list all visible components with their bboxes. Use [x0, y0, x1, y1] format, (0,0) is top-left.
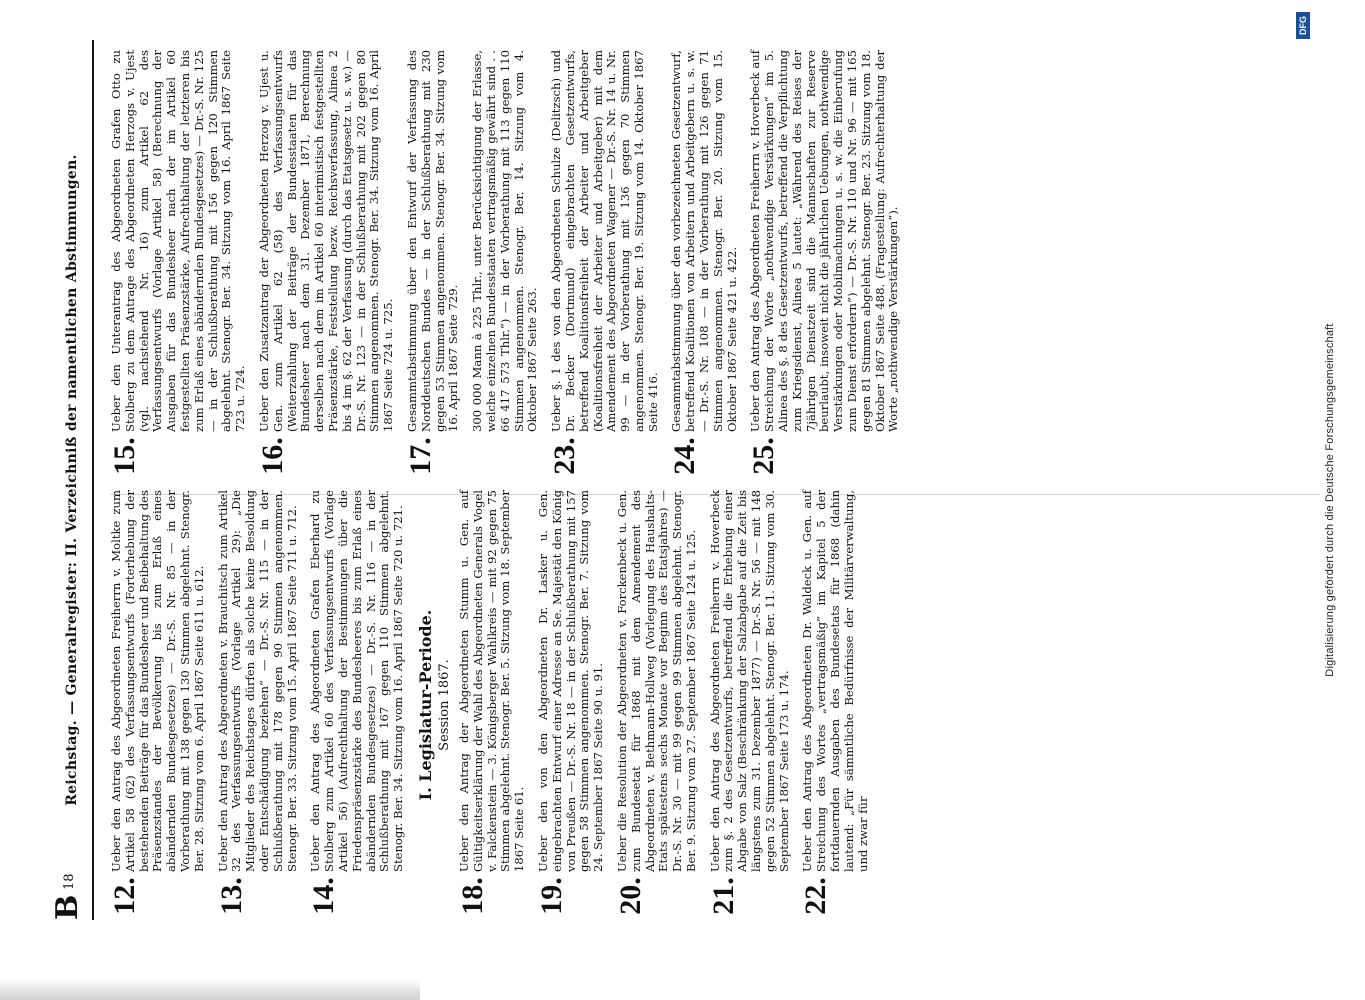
page-header — [40, 40, 94, 920]
entry-number: 21. — [706, 877, 740, 915]
section-title: I. Legislatur-Periode. — [415, 609, 435, 801]
page-number: 18 — [62, 873, 77, 890]
entry-number: 24. — [668, 437, 702, 475]
left-top-entries — [110, 490, 406, 920]
entry-text: Ueber die Resolution der Abgeordneten v. Forckenbeck u. Gen. zum Bundesetat für 1868 mit dem Amendement des Abgeordneten v. Bethmann-Hollweg (Vorlegung des Haushalts-Etats spätestens sechs Monate vor Beginn des Etatsjahres) — Dr.-S. Nr. 30 — mit 99 gegen 99 Stimmen abgelehnt. Stenogr. Ber. 9. Sitzung vom 27. September 1867 Seite 124 u. 125. — [614, 490, 698, 872]
dfg-logo: DFG — [1296, 12, 1310, 39]
vote-entry — [455, 490, 527, 920]
vote-entry — [110, 50, 248, 480]
entry-text: Ueber den von den Abgeordneten Dr. Lasker u. Gen. eingebrachten Entwurf einer Adresse an Se. Majestät den König von Preußen — Dr.-S. Nr. 18 — in der Schlußberathung mit 157 gegen 58 Stimmen angenommen. Stenogr. Ber. 7. Sitzung vom 24. September 1867 Seite 90 u. 91. — [535, 490, 606, 872]
entry-number: 25. — [747, 437, 781, 475]
vote-entry — [255, 50, 396, 480]
page-title: Reichstag. — Generalregister: II. Verzeichniß der namentlichen Abstimmungen. — [64, 154, 80, 806]
entry-number: 19. — [534, 877, 568, 915]
entry-text: Ueber den Unterantrag des Abgeordneten Grafen Otto zu Stolberg zu dem Antrage des Abgeordneten Herzogs v. Ujest (vgl. nachstehend Nr. 16) zum Artikel 62 des Verfassungsentwurfs (Vorlage Artikel 58) (Berechnung der Ausgaben für das Bundesheer nach der im Artikel 60 festgestellten Präsenzstärke, Aufrechthaltung der letzteren bis zum Erlaß eines abändernden Bundesgesetzes) — Dr.-S. Nr. 125 — in der Schlußberathung mit 156 gegen 120 Stimmen abgelehnt. Stenogr. Ber. 34. Sitzung vom 16. April 1867 Seite 723 u. 724. — [109, 50, 248, 432]
entry-number: 14. — [307, 877, 341, 915]
vote-entry — [309, 490, 406, 920]
left-bottom-entries — [455, 490, 871, 920]
entry-text: Gesammtabstimmung über den vorbezeichneten Gesetzentwurf, betreffend Koalitionen von Arbeitern und Arbeitgebern u. s. w. — Dr.-S. Nr. 108 — in der Vorberathung mit 126 gegen 71 Stimmen angenommen. Stenogr. Ber. 20. Sitzung vom 15. Oktober 1867 Seite 421 u. 422. — [669, 50, 739, 432]
vote-entry — [550, 50, 660, 480]
vote-entry — [214, 490, 300, 920]
section-heading — [416, 490, 452, 920]
entry-number: 20. — [613, 877, 647, 915]
vote-entry — [110, 490, 207, 920]
right-bottom-entries — [550, 50, 901, 480]
entry-text: Ueber den Antrag des Abgeordneten Freiherrn v. Hoverbeck zum §. 2 des Gesetzentwurfs, betreffend die Erhebung einer Abgabe von Salz (Beschränkung der Salzabgabe auf die Zeit bis längstens zum 31. Dezember 1877) — Dr.-S. Nr. 56 — mit 148 gegen 52 Stimmen abgelehnt. Stenogr. Ber. 11. Sitzung vom 30. September 1867 Seite 173 u. 174. — [707, 490, 791, 872]
vote-entry — [749, 50, 901, 480]
vote-entry — [706, 490, 792, 920]
header-letter: B — [50, 894, 85, 920]
entry-text: Ueber den Antrag des Abgeordneten Dr. Waldeck u. Gen. auf Streichung des Wortes „vertragsmäßig“ im Kapitel 5 der fortdauernden Ausgaben des Bundesetats für 1868 (dahin lautend: „Für sämmtliche Bedürfnisse der Militärverwaltung, und zwar für — [800, 490, 870, 872]
continuation-text: 300 000 Mann à 225 Thlr., unter Berücksichtigung der Erlasse, welche einzelnen Bundesstaaten vertragsmäßig gewährt sind . . 66 417 573 Thlr.“) — in der Vorberathung mit 113 gegen 110 Stimmen angenommen. Stenogr. Ber. 14. Sitzung vom 4. Oktober 1867 Seite 263. — [470, 50, 540, 432]
entry-text: Ueber den Antrag des Abgeordneten Freiherrn v. Moltke zum Artikel 58 (62) des Verfassungsentwurfs (Forterhebung der bestehenden Beiträge für das Bundesheer und Beibehaltung des Präsenzstandes der Bevölkerung bis zum Erlaß eines abändernden Bundesgesetzes) — Dr.-S. Nr. 85 — in der Vorberathung mit 138 gegen 130 Stimmen abgelehnt. Stenogr. Ber. 28. Sitzung vom 6. April 1867 Seite 611 u. 612. — [109, 490, 206, 872]
entry-number: 13. — [214, 877, 248, 915]
right-top-entries — [110, 50, 461, 480]
entry-text: Ueber den Antrag des Abgeordneten Freiherrn v. Hoverbeck auf Streichung der Worte „nothwendige Verstärkungen“ im 5. Alinea des §. 8 des Gesetzentwurfs, betreffend die Verpflichtung zum Kriegsdienst, Alinea 5 lautet: „Während des Reises der 7jährigen Dienstzeit sind die Mannschaften zur Reserve beurlaubt, insoweit nicht die jährlichen Uebungen, nothwendige Verstärkungen oder Mobilmachungen u. s. w. die Einberufung zum Dienst erfordern“) — Dr.-S. Nr. 110 und Nr. 96 — mit 165 gegen 81 Stimmen abgelehnt. Stenogr. Ber. 23. Sitzung vom 18. Oktober 1867 Seite 488. (Fragestellung: Aufrechterhaltung der Worte „nothwendige Verstärkungen“). — [748, 50, 901, 432]
vote-entry — [670, 50, 739, 480]
entry-number: 18. — [455, 877, 489, 915]
entry-text: Ueber den Antrag der Abgeordneten Stumm u. Gen. auf Gültigkeitserklärung der Wahl des Abgeordneten Generals Vogel v. Falckenstein — 3. Königsberger Wahlkreis — mit 92 gegen 75 Stimmen abgelehnt. Stenogr. Ber. 5. Sitzung vom 18. September 1867 Seite 61. — [456, 490, 527, 872]
section-subtitle: Session 1867. — [436, 659, 452, 751]
entry-text: Ueber §. 1 des von den Abgeordneten Schulze (Delitzsch) und Dr. Becker (Dortmund) eingebrachten Gesetzentwurfs, betreffend Koalitionsfreiheit der Arbeiter und Arbeitgeber (Koalitionsfreiheit der Arbeiter und Arbeitgeber) mit dem Amendement des Abgeordneten Wagener — Dr.-S. Nr. 14 u. Nr. 99 — in der Vorberathung mit 136 gegen 70 Stimmen angenommen. Stenogr. Ber. 19. Sitzung vom 14. Oktober 1867 Seite 416. — [549, 50, 660, 432]
entry-number: 15. — [108, 437, 141, 475]
dfg-credit: Digitalisierung gefördert durch die Deutsche Forschungsgemeinschaft — [1324, 323, 1336, 677]
entry-text: Ueber den Antrag des Abgeordneten Grafen Eberhard zu Stolberg zum Artikel 60 des Verfassungsentwurfs (Vorlage Artikel 56) (Aufrechthaltung der Bestimmungen über die Friedenspräsenzstärke des Bundesheeres bis zum Erlaß eines abändernden Bundesgesetzes) — Dr.-S. Nr. 116 — in der Schlußberathung mit 167 gegen 110 Stimmen abgelehnt. Stenogr. Ber. 34. Sitzung vom 16. April 1867 Seite 720 u. 721. — [308, 490, 406, 872]
vote-entry — [403, 50, 461, 480]
entry-number: 22. — [799, 877, 833, 915]
entry-text: Ueber den Zusatzantrag der Abgeordneten Herzog v. Ujest u. Gen. zum Artikel 62 (58) des Verfassungsentwurfs (Weiterzahlung der Beiträge der Bundesstaaten für das Bundesheer nach dem 31. Dezember 1871, Berechnung derselben nach dem im Artikel 60 interimistisch festgestellten Präsenzstärke, Feststellung bezw. Reichsverfassung, Alinea 2 bis 4 im §. 62 der Verfassung (durch das Etatsgesetz u. s. w.) — Dr.-S. Nr. 123 — in der Schlußberathung mit 202 gegen 80 Stimmen angenommen. Stenogr. Ber. 34. Sitzung vom 16. April 1867 Seite 724 u. 725. — [256, 50, 396, 432]
entry-number: 16. — [255, 437, 289, 475]
vote-entry — [534, 490, 606, 920]
vote-entry — [613, 490, 699, 920]
right-column — [110, 50, 911, 480]
entry-number: 12. — [108, 877, 141, 915]
left-column — [110, 490, 880, 920]
entry-text: Gesammtabstimmung über den Entwurf der Verfassung des Norddeutschen Bundes — in der Schlußberathung mit 230 gegen 53 Stimmen angenommen. Stenogr. Ber. 34. Sitzung vom 16. April 1867 Seite 729. — [404, 50, 461, 432]
continuation-entry — [471, 50, 540, 480]
vote-entry — [801, 490, 870, 920]
entry-number: 17. — [403, 437, 437, 475]
scan-edge-shadow — [0, 978, 420, 1000]
entry-number: 23. — [548, 437, 582, 475]
entry-text: Ueber den Antrag des Abgeordneten v. Brauchitsch zum Artikel 32 des Verfassungsentwurfs (Vorlage Artikel 29): „Die Mitglieder des Reichstages dürfen als solche keine Besoldung oder Entschädigung beziehen“ — Dr.-S. Nr. 115 — in der Schlußberathung mit 178 gegen 90 Stimmen angenommen. Stenogr. Ber. 33. Sitzung vom 15. April 1867 Seite 711 u. 712. — [215, 490, 299, 872]
